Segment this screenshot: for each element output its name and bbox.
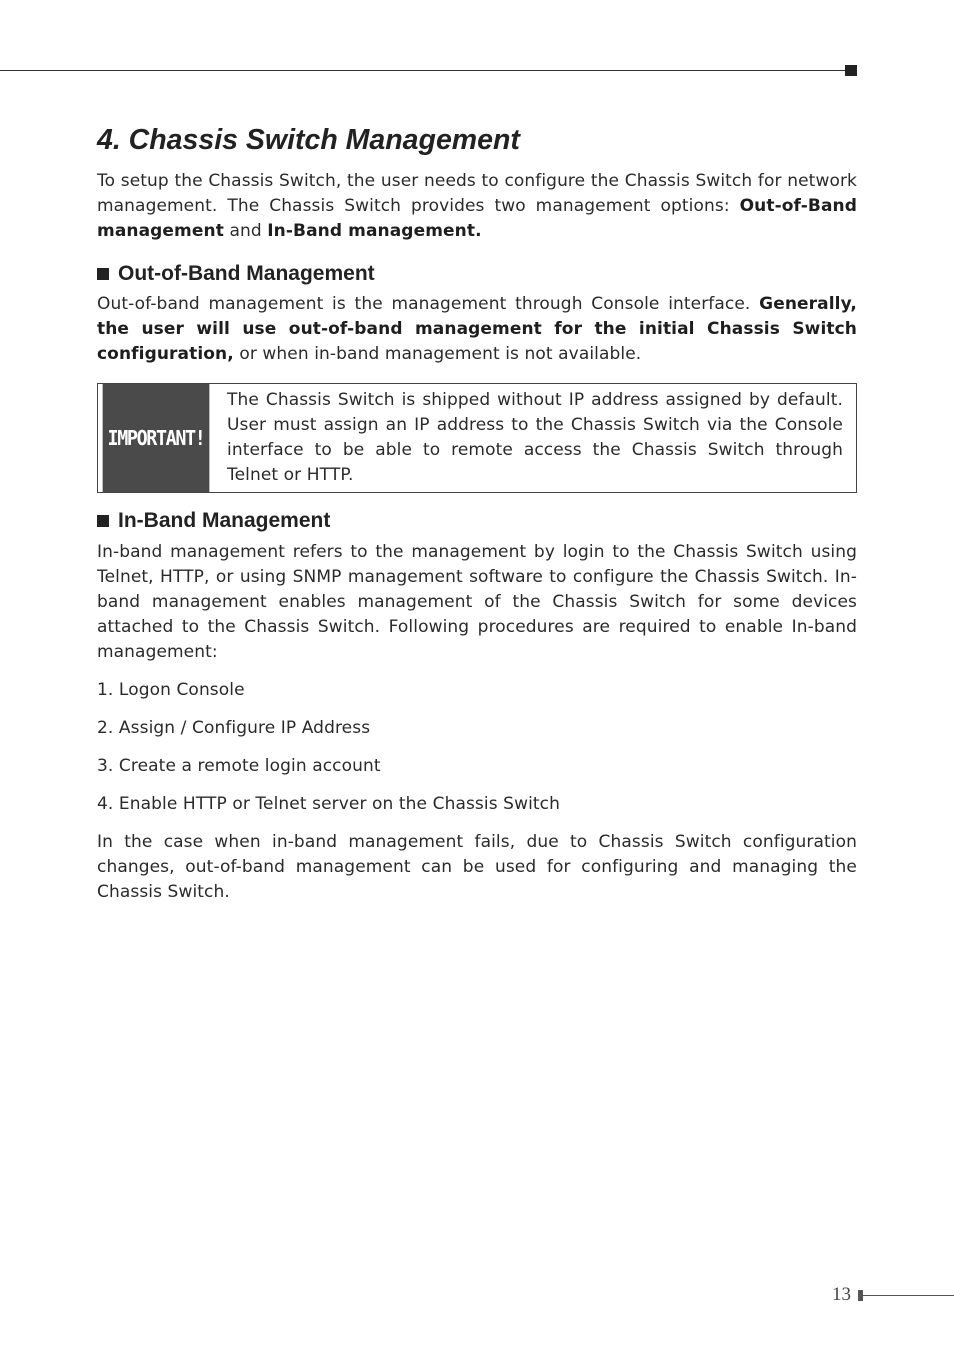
oob-text-1: Out-of-band management is the management through Console interface.: [97, 294, 760, 314]
out-of-band-paragraph: [97, 292, 857, 367]
step-item: 3. Create a remote login account: [97, 756, 381, 776]
oob-text-2: or when in-band management is not available.: [233, 344, 642, 364]
out-of-band-heading-text: Out-of-Band Management: [118, 262, 375, 285]
square-bullet-icon: [97, 268, 109, 280]
intro-bold-1: Out-of-Band management: [97, 196, 857, 241]
footer-rule: [863, 1295, 954, 1296]
important-label: IMPORTANT!: [103, 384, 210, 492]
in-band-heading-text: In-Band Management: [118, 509, 331, 532]
intro-text-2: and: [223, 221, 268, 241]
header-rule: [0, 70, 848, 71]
header-square-mark: [845, 65, 857, 76]
intro-paragraph: [97, 169, 857, 244]
page-content: [97, 118, 857, 905]
in-band-paragraph: In-band management refers to the management by login to the Chassis Switch using Telnet, HTTP, or using SNMP management software to configure the Chassis Switch. In-band management enables management of the Chassis Switch for some devices attached to the Chassis Switch. Following procedures are required to enable In-band management:: [97, 542, 857, 662]
out-of-band-heading: [97, 259, 857, 289]
step-item: 2. Assign / Configure IP Address: [97, 718, 371, 738]
important-notice: [97, 383, 857, 493]
page-number: 13: [832, 1284, 851, 1305]
in-band-heading: [97, 506, 857, 536]
important-notice-text: The Chassis Switch is shipped without IP address assigned by default. User must assign an IP address to the Chassis Switch via the Console interface to be able to remote access the Chassis Switch through Telnet or HTTP.: [227, 390, 843, 485]
intro-text-1: To setup the Chassis Switch, the user needs to configure the Chassis Switch for network management. The Chassis Switch provides two management options:: [97, 171, 857, 216]
oob-bold-1: Generally, the user will use out-of-band management for the initial Chassis Switch configuration,: [97, 294, 857, 364]
step-item: 4. Enable HTTP or Telnet server on the Chassis Switch: [97, 794, 560, 814]
section-title: 4. Chassis Switch Management: [97, 124, 520, 156]
closing-paragraph: In the case when in-band management fails, due to Chassis Switch configuration changes, out-of-band management can be used for configuring and managing the Chassis Switch.: [97, 832, 857, 902]
intro-bold-2: In-Band management.: [267, 221, 482, 241]
square-bullet-icon: [97, 515, 109, 527]
step-item: 1. Logon Console: [97, 680, 245, 700]
